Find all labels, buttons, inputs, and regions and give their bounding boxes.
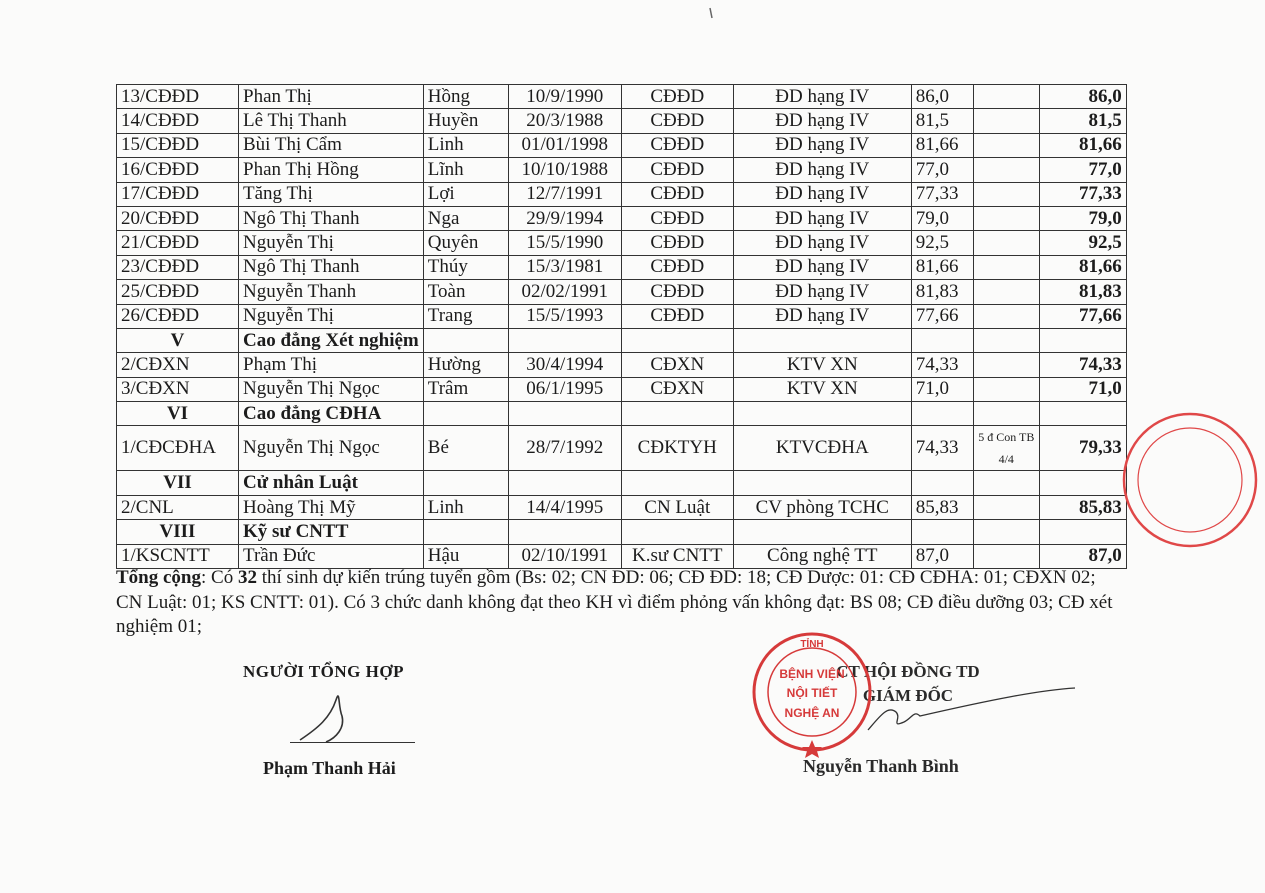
degree: CĐĐD (621, 109, 733, 133)
position: ĐD hạng IV (733, 304, 911, 328)
candidate-given-name: Ngô Thị Thanh (239, 255, 424, 279)
degree: CĐĐD (621, 133, 733, 157)
compiler-signature (300, 696, 343, 742)
candidate-code: 14/CĐĐD (117, 109, 239, 133)
position: CV phòng TCHC (733, 495, 911, 519)
interview-score: 86,0 (911, 85, 973, 109)
compiler-name: Phạm Thanh Hải (263, 758, 396, 778)
candidate-given-name: Nguyễn Thị (239, 304, 424, 328)
interview-score: 77,66 (911, 304, 973, 328)
interview-score: 74,33 (911, 353, 973, 377)
degree: CĐKTYH (621, 426, 733, 471)
candidate-code: 16/CĐĐD (117, 158, 239, 182)
candidate-given-name: Phan Thị (239, 85, 424, 109)
position: ĐD hạng IV (733, 109, 911, 133)
candidate-given-name: Cử nhân Luật (239, 471, 424, 495)
candidate-given-name: Nguyễn Thị (239, 231, 424, 255)
summary-text-1: : Có (201, 567, 238, 588)
candidate-code: 2/CĐXN (117, 353, 239, 377)
birth-date: 15/5/1993 (508, 304, 621, 328)
candidate-given-name: Ngô Thị Thanh (239, 206, 424, 230)
director-title-line-2: GIÁM ĐỐC (862, 686, 954, 705)
seal-line-2: NỘI TIẾT (786, 686, 838, 700)
stray-mark (710, 8, 712, 18)
interview-score: 87,0 (911, 544, 973, 568)
candidate-code: 1/CĐCĐHA (117, 426, 239, 471)
candidate-name: Hường (423, 353, 508, 377)
total-score: 86,0 (1039, 85, 1126, 109)
birth-date: 20/3/1988 (508, 109, 621, 133)
total-score: 81,66 (1039, 255, 1126, 279)
candidate-name: Hồng (423, 85, 508, 109)
birth-date: 28/7/1992 (508, 426, 621, 471)
director-name: Nguyễn Thanh Bình (803, 756, 959, 776)
candidate-code: 25/CĐĐD (117, 280, 239, 304)
candidate-given-name: Kỹ sư CNTT (239, 520, 424, 544)
candidate-code: VIII (117, 520, 239, 544)
candidate-code: 20/CĐĐD (117, 206, 239, 230)
interview-score: 74,33 (911, 426, 973, 471)
birth-date: 12/7/1991 (508, 182, 621, 206)
candidate-code: 26/CĐĐD (117, 304, 239, 328)
birth-date: 14/4/1995 (508, 495, 621, 519)
birth-date: 02/10/1991 (508, 544, 621, 568)
candidate-given-name: Phạm Thị (239, 353, 424, 377)
interview-score: 81,5 (911, 109, 973, 133)
candidate-given-name: Phan Thị Hồng (239, 158, 424, 182)
interview-score: 71,0 (911, 377, 973, 401)
degree: CĐĐD (621, 85, 733, 109)
candidate-name: Linh (423, 133, 508, 157)
hospital-seal (754, 634, 870, 758)
candidate-name: Lợi (423, 182, 508, 206)
total-score: 77,66 (1039, 304, 1126, 328)
candidate-code: 21/CĐĐD (117, 231, 239, 255)
interview-score: 92,5 (911, 231, 973, 255)
summary-label: Tổng cộng (116, 567, 201, 588)
compiler-title: NGƯỜI TỔNG HỢP (243, 662, 404, 681)
total-score: 79,33 (1039, 426, 1126, 471)
position: ĐD hạng IV (733, 231, 911, 255)
total-score: 77,33 (1039, 182, 1126, 206)
degree: CĐXN (621, 353, 733, 377)
position: Công nghệ TT (733, 544, 911, 568)
candidate-given-name: Hoàng Thị Mỹ (239, 495, 424, 519)
seal-line-3: NGHỆ AN (784, 706, 840, 720)
candidate-code: 1/KSCNTT (117, 544, 239, 568)
candidate-given-name: Trần Đức (239, 544, 424, 568)
candidate-code: 2/CNL (117, 495, 239, 519)
position: KTV XN (733, 353, 911, 377)
candidate-given-name: Nguyễn Thị Ngọc (239, 426, 424, 471)
degree: CĐXN (621, 377, 733, 401)
candidate-code: 23/CĐĐD (117, 255, 239, 279)
candidate-code: 3/CĐXN (117, 377, 239, 401)
candidate-name: Linh (423, 495, 508, 519)
interview-score: 81,66 (911, 255, 973, 279)
candidate-name: Bé (423, 426, 508, 471)
position: ĐD hạng IV (733, 255, 911, 279)
seal-line-1: BỆNH VIỆN (779, 667, 845, 681)
bonus-points: 5 đ Con TB 4/4 (973, 426, 1039, 471)
candidate-name: Trâm (423, 377, 508, 401)
position: ĐD hạng IV (733, 85, 911, 109)
total-score: 74,33 (1039, 353, 1126, 377)
degree: CĐĐD (621, 158, 733, 182)
candidate-code: VI (117, 402, 239, 426)
seal-top-text: TỈNH (800, 639, 824, 650)
degree: CĐĐD (621, 280, 733, 304)
director-signature (868, 688, 1075, 730)
position: ĐD hạng IV (733, 158, 911, 182)
degree: CĐĐD (621, 231, 733, 255)
position: ĐD hạng IV (733, 133, 911, 157)
degree: CN Luật (621, 495, 733, 519)
side-seal (1124, 414, 1256, 546)
candidate-name: Toàn (423, 280, 508, 304)
position: ĐD hạng IV (733, 206, 911, 230)
candidate-given-name: Nguyễn Thị Ngọc (239, 377, 424, 401)
total-score: 87,0 (1039, 544, 1126, 568)
position: KTV XN (733, 377, 911, 401)
candidate-name: Nga (423, 206, 508, 230)
total-score: 71,0 (1039, 377, 1126, 401)
degree: CĐĐD (621, 182, 733, 206)
birth-date: 06/1/1995 (508, 377, 621, 401)
position: ĐD hạng IV (733, 280, 911, 304)
birth-date: 29/9/1994 (508, 206, 621, 230)
candidate-name: Huyền (423, 109, 508, 133)
total-score: 85,83 (1039, 495, 1126, 519)
interview-score: 79,0 (911, 206, 973, 230)
birth-date: 15/5/1990 (508, 231, 621, 255)
summary-text-2: thí sinh dự kiến trúng tuyển gồm (Bs: 02; CN ĐD: 06; CĐ ĐD: 18; CĐ Dược: 01: CĐ CĐHA: 01; CĐXN 02; CN Luật: 01; KS CNTT: 01). Có 3 chức danh không đạt theo KH vì điểm phỏng vấn không đạt: BS 08; CĐ điều dưỡng 03; CĐ xét nghiệm 01; (116, 567, 1113, 637)
candidate-name: Thúy (423, 255, 508, 279)
interview-score: 81,66 (911, 133, 973, 157)
degree: CĐĐD (621, 255, 733, 279)
candidate-given-name: Tăng Thị (239, 182, 424, 206)
candidate-name: Lĩnh (423, 158, 508, 182)
interview-score: 77,0 (911, 158, 973, 182)
total-score: 81,83 (1039, 280, 1126, 304)
candidate-name: Quyên (423, 231, 508, 255)
degree: K.sư CNTT (621, 544, 733, 568)
candidate-given-name: Cao đẳng Xét nghiệm (239, 328, 424, 352)
degree: CĐĐD (621, 206, 733, 230)
birth-date: 15/3/1981 (508, 255, 621, 279)
birth-date: 10/9/1990 (508, 85, 621, 109)
director-title-line-1: CT HỘI ĐỒNG TD (836, 662, 980, 681)
candidate-name: Hậu (423, 544, 508, 568)
position: KTVCĐHA (733, 426, 911, 471)
candidate-code: V (117, 328, 239, 352)
birth-date: 10/10/1988 (508, 158, 621, 182)
total-score: 79,0 (1039, 206, 1126, 230)
candidate-code: 13/CĐĐD (117, 85, 239, 109)
candidate-given-name: Lê Thị Thanh (239, 109, 424, 133)
total-score: 92,5 (1039, 231, 1126, 255)
total-score: 81,66 (1039, 133, 1126, 157)
interview-score: 85,83 (911, 495, 973, 519)
candidate-code: 17/CĐĐD (117, 182, 239, 206)
candidate-code: VII (117, 471, 239, 495)
degree: CĐĐD (621, 304, 733, 328)
total-score: 81,5 (1039, 109, 1126, 133)
candidate-name: Trang (423, 304, 508, 328)
summary-count: 32 (237, 567, 257, 588)
birth-date: 02/02/1991 (508, 280, 621, 304)
candidate-given-name: Nguyễn Thanh (239, 280, 424, 304)
birth-date: 30/4/1994 (508, 353, 621, 377)
candidate-code: 15/CĐĐD (117, 133, 239, 157)
interview-score: 81,83 (911, 280, 973, 304)
birth-date: 01/01/1998 (508, 133, 621, 157)
total-score: 77,0 (1039, 158, 1126, 182)
candidate-given-name: Cao đẳng CĐHA (239, 402, 424, 426)
candidate-given-name: Bùi Thị Cẩm (239, 133, 424, 157)
position: ĐD hạng IV (733, 182, 911, 206)
interview-score: 77,33 (911, 182, 973, 206)
